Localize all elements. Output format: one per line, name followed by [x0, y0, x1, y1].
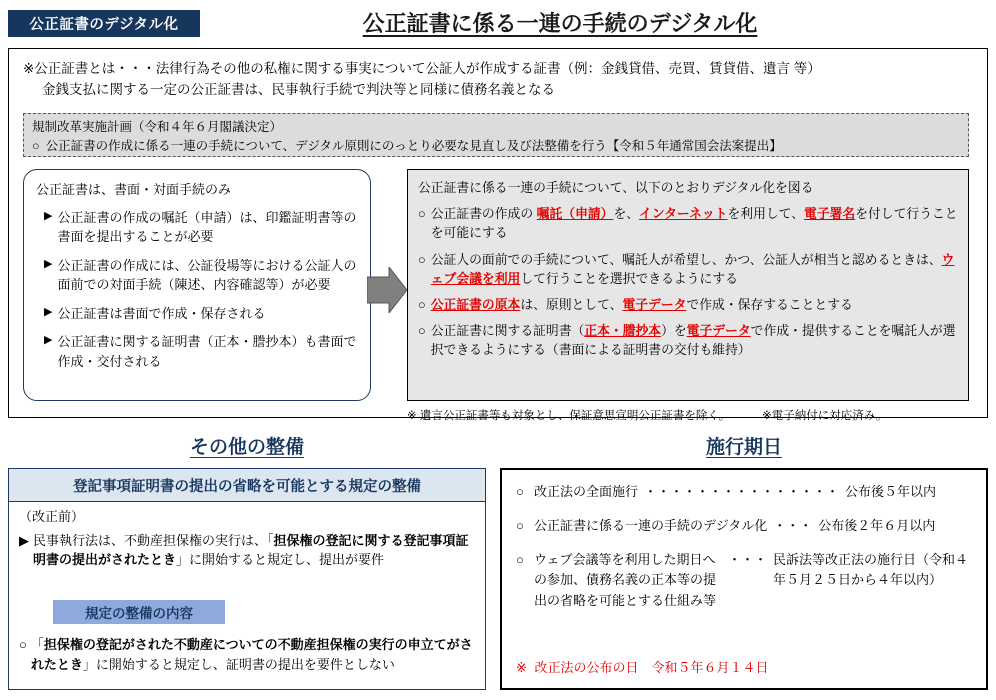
dot-leader: ・・・ [728, 552, 768, 568]
triangle-icon: ▶ [19, 532, 29, 548]
list-item [418, 250, 958, 288]
list-item [36, 256, 360, 295]
reform-plan-bullet: ○ [32, 138, 40, 153]
reform-plan-box [23, 113, 969, 157]
current-state-list [36, 208, 360, 372]
list-item-text: 公正証書に関する証明書（正本・謄抄本）を電子データで作成・提供することを嘱託人が選択できるようにする（書面による証明書の交付も維持） [430, 323, 956, 358]
list-item-text: 公証人の面前での手続について、嘱託人が希望し、かつ、公証人が相当と認めるときは、ウェブ会議を利用して行うことを選択できるようにする [430, 251, 955, 286]
current-state-heading: 公正証書は、書面・対面手続のみ [36, 182, 232, 197]
circle-bullet: ○ [418, 206, 426, 222]
effective-date-value: 民訴法等改正法の施行日（令和４年５月２５日から４年以内） [773, 552, 969, 588]
provisions-after-block [19, 635, 479, 675]
effective-date-label: 公正証書に係る一連の手続のデジタル化 [534, 518, 768, 534]
main-panel [8, 48, 988, 422]
digitalization-heading: 公正証書に係る一連の手続について、以下のとおりデジタル化を図る [418, 180, 814, 195]
circle-bullet: ○ [418, 323, 426, 339]
provisions-band-title: 登記事項証明書の提出の省略を可能とする規定の整備 [9, 469, 485, 502]
provisions-chip: 規定の整備の内容 [53, 600, 225, 624]
list-item-text: 公正証書の作成の嘱託（申請）は、印鑑証明書等の書面を提出することが必要 [57, 209, 357, 244]
section-title-other: その他の整備 [189, 437, 304, 458]
footnotes [407, 407, 969, 423]
definition-line-1: ※公正証書とは・・・法律行為その他の私権に関する事実について公証人が作成する証書（例：金銭貸借、売買、賃貸借、遺言 等） [23, 61, 821, 76]
reform-plan-title: 規制改革実施計画（令和４年６月閣議決定） [32, 120, 283, 134]
right-arrow-icon [367, 267, 407, 313]
definition-line-2: 金銭支払に関する一定の公正証書は、民事執行手続で判決等と同様に債務名義となる [42, 81, 555, 97]
circle-bullet: ○ [516, 518, 524, 534]
section-title-effective-date: 施行期日 [705, 437, 782, 458]
before-text: 民事執行法は、不動産担保権の実行は、「担保権の登記に関する登記事項証明書の提出がされたとき」に開始すると規定し、提出が要件 [33, 532, 469, 567]
circle-bullet: ○ [19, 637, 27, 652]
triangle-icon: ▶ [44, 305, 53, 318]
reform-plan-body: 公正証書の作成に係る一連の手続について、デジタル原則にのっとり必要な見直し及び法整備を行う【令和５年通常国会法案提出】 [45, 138, 782, 153]
list-item [36, 332, 360, 371]
list-item-text: 公正証書は書面で作成・保存される [57, 305, 266, 321]
footnote-2: ※電子納付に対応済み。 [762, 410, 888, 422]
circle-bullet: ○ [418, 296, 426, 312]
list-item-text: 公正証書の作成の 嘱託（申請）を、インターネットを利用して、電子署名を付して行うことを可能にする [430, 206, 958, 241]
triangle-icon: ▶ [44, 257, 53, 270]
digitalization-list [418, 204, 958, 359]
list-item [36, 208, 360, 247]
after-text: 「担保権の登記がされた不動産についての不動産担保権の実行の申立てがされたとき」に開始すると規定し、証明書の提出を要件としない [30, 637, 473, 673]
list-item [418, 204, 958, 242]
digitalization-box [407, 169, 969, 401]
effective-date-label: ウェブ会議等を利用した期日への参加、債務名義の正本等の提出の省略を可能とする仕組み等 [534, 552, 717, 608]
definition-note [23, 59, 973, 101]
promulgation-note [516, 657, 769, 676]
triangle-icon: ▶ [44, 334, 53, 346]
page-title: 公正証書に係る一連の手続のデジタル化 [362, 10, 758, 36]
before-label: （改正前） [19, 509, 85, 524]
dot-leader: ・・・ [773, 518, 813, 534]
effective-date-row [516, 516, 976, 536]
list-item-text: 公正証書の作成には、公証役場等における公証人の面前での対面手続（陳述、内容確認等）が必要 [57, 257, 357, 292]
provisions-before-block [19, 507, 477, 570]
triangle-icon: ▶ [44, 209, 53, 222]
header-tag: 公正証書のデジタル化 [8, 10, 200, 37]
footnote-1: ※ 遺言公正証書等も対象とし、保証意思宣明公正証書を除く。 [407, 410, 731, 422]
current-state-box [23, 169, 371, 401]
list-item-text: 公正証書に関する証明書（正本・謄抄本）も書面で作成・交付される [57, 334, 357, 369]
asterisk-icon: ※ [516, 660, 527, 675]
effective-date-panel [500, 468, 988, 690]
effective-date-value: 公布後２年６月以内 [818, 518, 936, 534]
effective-date-row [516, 550, 976, 610]
effective-date-label: 改正法の全面施行 [534, 484, 639, 499]
effective-date-row [516, 482, 976, 502]
effective-date-value: 公布後５年以内 [845, 484, 937, 499]
circle-bullet: ○ [418, 251, 426, 267]
list-item [418, 321, 958, 359]
circle-bullet: ○ [516, 552, 524, 568]
other-provisions-panel [8, 468, 486, 690]
list-item [36, 304, 360, 324]
promulgation-note-text: 改正法の公布の日 令和５年６月１４日 [534, 660, 769, 675]
dot-leader: ・・・・・・・・・・・・・・・ [644, 484, 840, 499]
list-item-text: 公正証書の原本は、原則として、電子データで作成・保存することとする [430, 296, 853, 312]
circle-bullet: ○ [516, 484, 524, 499]
list-item [418, 295, 958, 314]
